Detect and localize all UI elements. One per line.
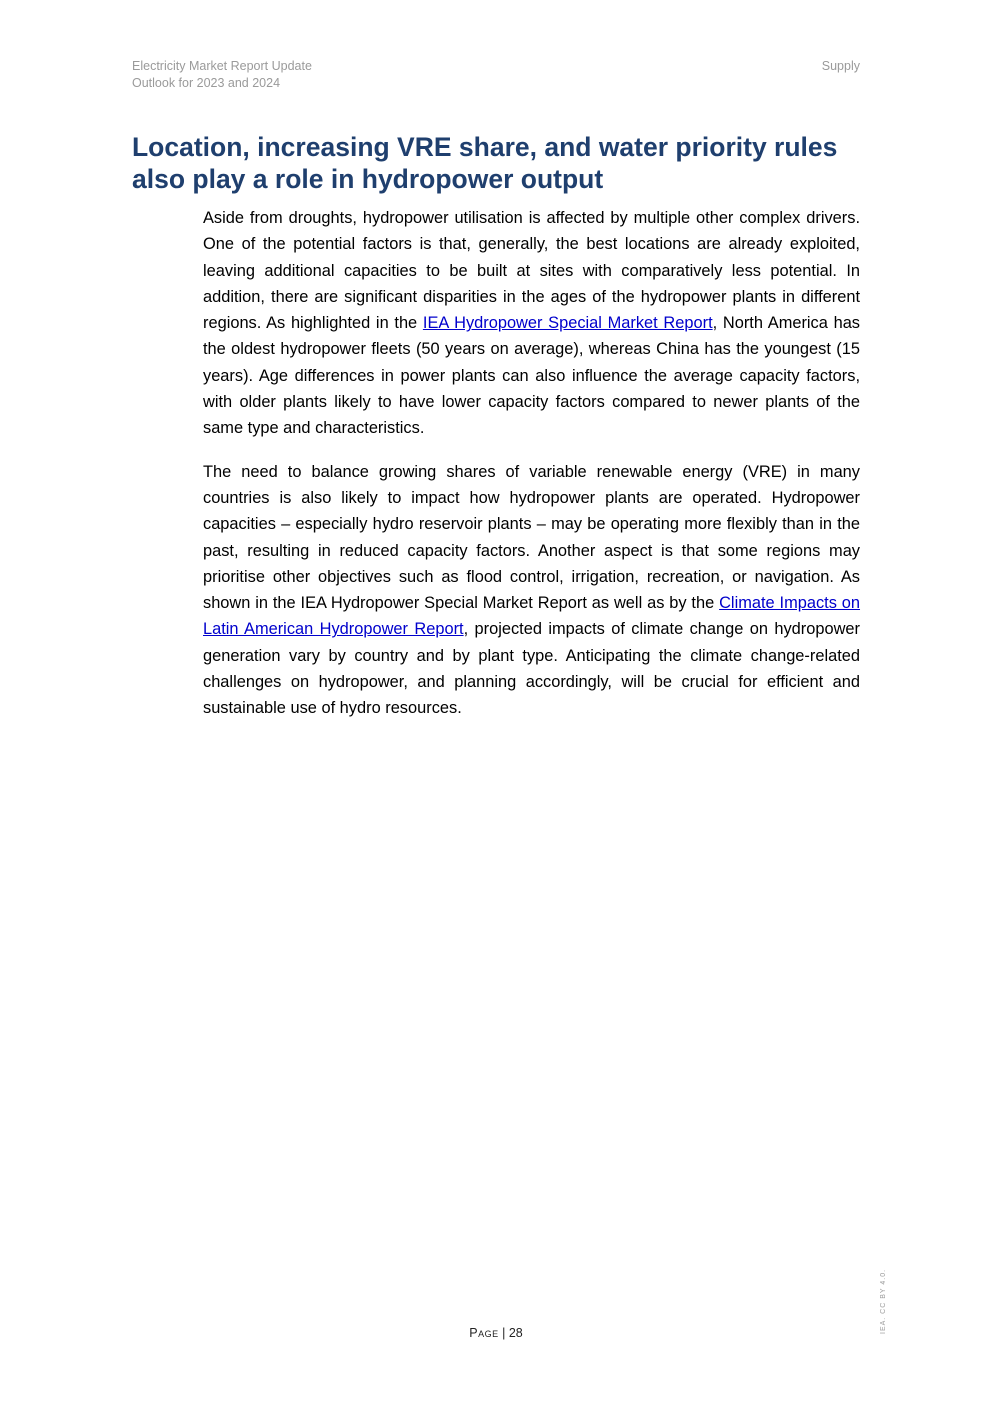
- hydropower-report-link[interactable]: IEA Hydropower Special Market Report: [422, 314, 713, 333]
- section-name: Supply: [821, 59, 860, 73]
- report-title: Electricity Market Report Update: [132, 59, 312, 73]
- page-footer: [0, 1326, 992, 1340]
- body-text: [203, 205, 860, 739]
- page-separator: |: [498, 1326, 509, 1340]
- section-heading: Location, increasing VRE share, and water priority rules also play a role in hydropower output: [132, 132, 838, 194]
- paragraph-1-text-b: , North America has the oldest hydropower fleets (50 years on average), whereas China has the youngest (15 years). Age differences in power plants can also influence the average capacity factors, with older plants likely to have lower capacity factors compared to newer plants of the same type and characteristics.: [203, 314, 861, 438]
- license-note: IEA. CC BY 4.0.: [880, 1268, 887, 1334]
- latin-america-report-link[interactable]: Climate Impacts on Latin American Hydropower Report: [203, 594, 861, 639]
- paragraph-2-text-b: , projected impacts of climate change on hydropower generation vary by country and by plant type. Anticipating the climate change-related challenges on hydropower, and planning accordingly, will be crucial for efficient and sustainable use of hydro resources.: [203, 620, 860, 718]
- page-number: 28: [508, 1326, 523, 1340]
- page-label: Page: [469, 1326, 499, 1340]
- paragraph-1-text-a: Aside from droughts, hydropower utilisation is affected by multiple other complex drivers. One of the potential factors is that, generally, the best locations are already exploited, leaving additional capacities to be built at sites with comparatively less potential. In addition, there are significant disparities in the ages of the hydropower plants in different regions. As highlighted in the: [203, 209, 860, 333]
- paragraph-2-text-a: The need to balance growing shares of variable renewable energy (VRE) in many countries is also likely to impact how hydropower plants are operated. Hydropower capacities – especially hydro reservoir plants – may be operating more flexibly than in the past, resulting in reduced capacity factors. Another aspect is that some regions may prioritise other objectives such as flood control, irrigation, recreation, or navigation. As shown in the IEA Hydropower Special Market Report as well as by the: [203, 462, 860, 613]
- paragraph-1: [203, 205, 860, 442]
- report-subtitle: Outlook for 2023 and 2024: [132, 76, 281, 90]
- paragraph-2: [203, 459, 860, 722]
- running-header: [132, 58, 312, 92]
